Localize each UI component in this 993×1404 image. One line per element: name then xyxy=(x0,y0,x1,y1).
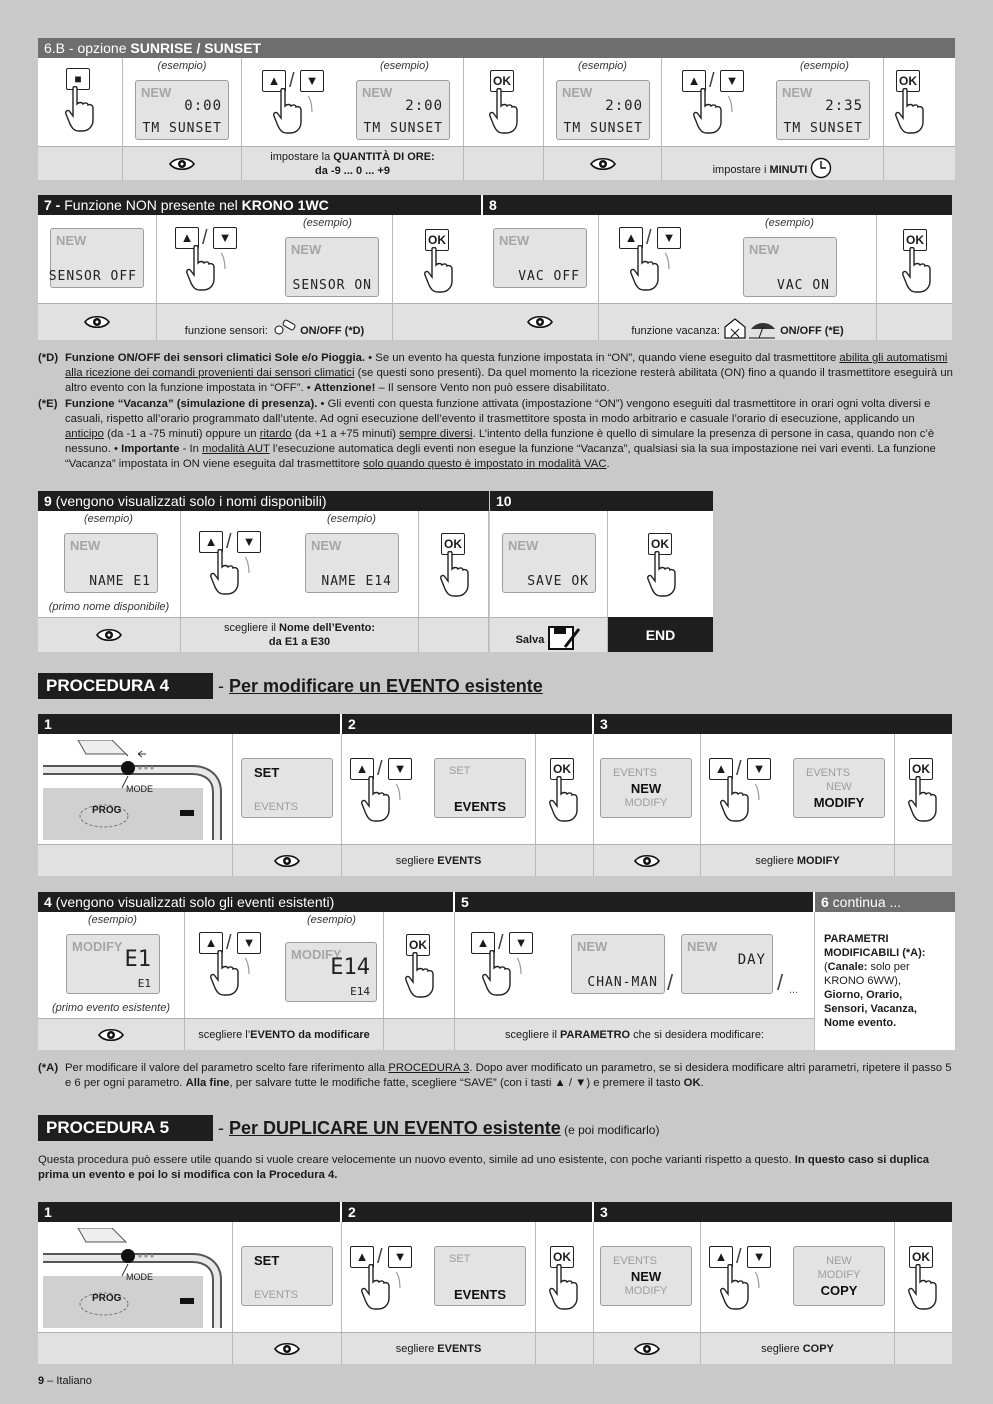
lcd-display: SET EVENTS xyxy=(434,1246,526,1306)
save-floppy-icon xyxy=(547,623,581,651)
p5-row1: 1 2 3 MODE PROG SET EVENTS ▲ / ▼ SET EVENTS OK EVENTS NEW MODIFY ▲ / ▼ NEW MODIFY COPY OK segliere EVENTS segliere COPY xyxy=(38,1202,952,1364)
vacation-house-icon xyxy=(723,317,777,339)
lcd-display: MODIFY E1 E1 xyxy=(66,934,160,994)
section-9: 9 (vengono visualizzati solo i nomi disponibili) (esempio) NEW NAME E1 (primo nome disponibile) (esempio) ▲ / ▼ NEW NAME E14 OK scegliere il Nome dell’Evento: da E1 a E30 xyxy=(38,491,489,652)
ok-key-hand[interactable]: OK xyxy=(423,229,459,293)
eye-icon xyxy=(634,854,660,868)
section-9-header: 9 (vengono visualizzati solo i nomi disponibili) xyxy=(38,491,489,511)
section-10: 10 NEW SAVE OK OK Salva END xyxy=(490,491,713,652)
lcd-display: NEW NAME E1 xyxy=(64,533,158,593)
note-e: (*E) Funzione “Vacanza” (simulazione di presenza). • Gli eventi con questa funzione attivata (impostazione “ON”) vengono eseguiti dal trasmettitore in orari ogni volta diversi e casuali, rispetto all’orario programmato dall’utente. Ad ogni esecuzione dell’evento il trasmettitore sposta in modo arbitrario e casuale l’orario di esecuzione, applicando un anticipo (da -1 a -75 minuti) oppure un ritardo (da +1 a +75 minuti) sempre diversi. L’intento della funzione è quello di simulare la presenza di persone in casa, quando non c’è nessuno. • Importante - In modalità AUT l’esecuzione automatica degli eventi non esegue la funzione “Vacanza”, qualsiasi sia la sua impostazione nei vari eventi. La funzione “Vacanza” impostata in ON viene eseguita dal trasmettitore solo quando questo è impostato in modalità VAC. xyxy=(38,398,936,470)
eye-icon xyxy=(84,315,110,329)
lcd-display: NEW 2:00 TM SUNSET xyxy=(556,80,650,140)
lcd-display: EVENTS NEW MODIFY xyxy=(600,758,692,818)
section-10-header: 10 xyxy=(490,491,713,511)
lcd-display: NEW 2:35 TM SUNSET xyxy=(776,80,870,140)
ok-key-hand[interactable]: OK xyxy=(907,1246,943,1310)
section-8-header: 8 xyxy=(481,195,952,215)
p4-row2: 4 (vengono visualizzati solo gli eventi esistenti) 5 6 continua ... (esempio) MODIFY E1 E1 (primo evento esistente) (esempio) ▲ / ▼ MODIFY E14 E14 OK ▲ / ▼ NEW CHAN-MAN / NEW DAY / ... PARAMETRI MODIFICABILI (*A): (Canale: solo per KRONO 6WW), Giorno, Orario, Sensori, Vacanza, Nome evento. scegliere l’EVENTO da modificare scegliere il PARAMETRO che si desidera modificare: xyxy=(38,892,955,1050)
procedure-5-title: - Per DUPLICARE UN EVENTO esistente (e poi modificarlo) xyxy=(218,1118,660,1138)
up-down-keys[interactable]: ▲ / ▼ xyxy=(175,227,255,291)
procedure-5-label: PROCEDURA 5 xyxy=(38,1115,213,1141)
up-down-keys[interactable]: ▲ / ▼ xyxy=(471,932,551,996)
section-8: 8 NEW VAC OFF (esempio) ▲ / ▼ NEW VAC ON OK funzione vacanza: ON/OFF (*E) xyxy=(481,195,952,340)
section-6b: 6.B - opzione SUNRISE / SUNSET ■ (esempio) NEW 0:00 TM SUNSET (esempio) ▲ / ▼ NEW 2:00 TM SUNSET OK (esempio) NEW 2:00 TM SUNSET (esempio) ▲ / ▼ NEW 2:35 TM SUNSET OK impostare la QUANTITÀ DI ORE: da -9 ... 0 ... +9 impostare i MINUTI xyxy=(38,38,955,180)
lcd-display: SET EVENTS xyxy=(241,1246,333,1306)
ok-key-hand[interactable]: OK xyxy=(901,229,937,293)
up-down-keys[interactable]: ▲ / ▼ xyxy=(262,70,342,134)
lcd-display: NEW SAVE OK xyxy=(502,533,596,593)
stop-key-hand[interactable]: ■ xyxy=(64,68,100,132)
lcd-display: NEW DAY xyxy=(681,934,773,994)
page-footer: 9 – Italiano xyxy=(38,1375,92,1387)
lcd-display: EVENTS NEW MODIFY xyxy=(793,758,885,818)
ok-key-hand[interactable]: OK xyxy=(488,70,524,134)
ok-key-hand[interactable]: OK xyxy=(894,70,930,134)
up-down-keys[interactable]: ▲ / ▼ xyxy=(619,227,699,291)
up-down-keys[interactable]: ▲ / ▼ xyxy=(709,1246,789,1310)
up-down-keys[interactable]: ▲ / ▼ xyxy=(199,531,279,595)
section-6b-header: 6.B - opzione SUNRISE / SUNSET xyxy=(38,38,955,58)
ok-key-hand[interactable]: OK xyxy=(404,934,440,998)
lcd-display: NEW VAC ON xyxy=(743,237,837,297)
lcd-display: NEW SENSOR OFF xyxy=(50,228,144,288)
eye-icon xyxy=(274,854,300,868)
lcd-display: NEW SENSOR ON xyxy=(285,237,379,297)
end-label: END xyxy=(608,617,713,652)
lcd-display: NEW MODIFY COPY xyxy=(793,1246,885,1306)
up-down-keys[interactable]: ▲ / ▼ xyxy=(682,70,762,134)
sun-rain-sensor-icon xyxy=(271,318,297,338)
ok-key-hand[interactable]: OK xyxy=(439,533,475,597)
ok-key-hand[interactable]: OK xyxy=(907,758,943,822)
procedure-4-title: - Per modificare un EVENTO esistente xyxy=(218,676,543,696)
note-a: (*A) Per modificare il valore del parametro scelto fare riferimento alla PROCEDURA 3. Dopo aver modificato un parametro, se si desidera modificare altri parametri, ripetere il passo 5 e 6 per ogni parametro. Alla fine, per salvare tutte le modifiche fatte, scegliere “SAVE” (con i tasti ▲ / ▼) e premere il tasto OK. xyxy=(38,1062,952,1089)
procedure-4-label: PROCEDURA 4 xyxy=(38,673,213,699)
eye-icon xyxy=(98,1028,124,1042)
modifiable-parameters: PARAMETRI MODIFICABILI (*A): (Canale: solo per KRONO 6WW), Giorno, Orario, Sensori, Vacanza, Nome evento. xyxy=(824,933,926,1029)
lcd-display: SET EVENTS xyxy=(434,758,526,818)
up-down-keys[interactable]: ▲ / ▼ xyxy=(709,758,789,822)
ok-key-hand[interactable]: OK xyxy=(548,1246,584,1310)
ok-key-hand[interactable]: OK xyxy=(548,758,584,822)
eye-icon xyxy=(590,157,616,171)
section-7: 7 - Funzione NON presente nel KRONO 1WC NEW SENSOR OFF (esempio) ▲ / ▼ NEW SENSOR ON OK funzione sensori: ON/OFF (*D) xyxy=(38,195,481,340)
lcd-display: NEW NAME E14 xyxy=(305,533,399,593)
up-down-keys[interactable]: ▲ / ▼ xyxy=(350,758,430,822)
lcd-display: EVENTS NEW MODIFY xyxy=(600,1246,692,1306)
eye-icon xyxy=(169,157,195,171)
section-7-header: 7 - Funzione NON presente nel KRONO 1WC xyxy=(38,195,481,215)
ok-key-hand[interactable]: OK xyxy=(646,533,682,597)
eye-icon xyxy=(96,628,122,642)
lcd-display: SET EVENTS xyxy=(241,758,333,818)
eye-icon xyxy=(274,1342,300,1356)
up-down-keys[interactable]: ▲ / ▼ xyxy=(350,1246,430,1310)
up-down-keys[interactable]: ▲ / ▼ xyxy=(199,932,279,996)
lcd-display: NEW VAC OFF xyxy=(493,228,587,288)
lcd-display: NEW CHAN-MAN xyxy=(571,934,665,994)
p4-row1: 1 2 3 MODE PROG SET EVENTS ▲ / ▼ SET EVENTS OK EVENTS NEW MODIFY ▲ / ▼ EVENTS NEW MODIFY OK segliere EVENTS segliere MODIFY xyxy=(38,714,952,876)
lcd-display: NEW 0:00 TM SUNSET xyxy=(135,80,229,140)
note-d: (*D) Funzione ON/OFF dei sensori climatici Sole e/o Pioggia. • Se un evento ha questa funzione impostata in “ON”, quando viene eseguito dal trasmettitore abilita gli automatismi alla ricezione dei comandi provenienti dai sensori climatici (se questi sono presenti). Da quel momento la ricezione resterà abilitata (ON) fino a quando il trasmettitore eseguirà un altro evento con la funzione impostata in “OFF”. • Attenzione! – Il sensore Vento non può essere disabilitato. xyxy=(38,352,953,394)
lcd-display: MODIFY E14 E14 xyxy=(285,942,377,1002)
eye-icon xyxy=(527,315,553,329)
procedure-5-intro: Questa procedura può essere utile quando si vuole creare velocemente un nuovo evento, simile ad uno esistente, con poche varianti rispetto a questo. In questo caso si duplica prima un evento e poi lo si modifica con la Procedura 4. xyxy=(38,1154,930,1181)
clock-icon xyxy=(810,157,832,179)
eye-icon xyxy=(634,1342,660,1356)
lcd-display: NEW 2:00 TM SUNSET xyxy=(356,80,450,140)
